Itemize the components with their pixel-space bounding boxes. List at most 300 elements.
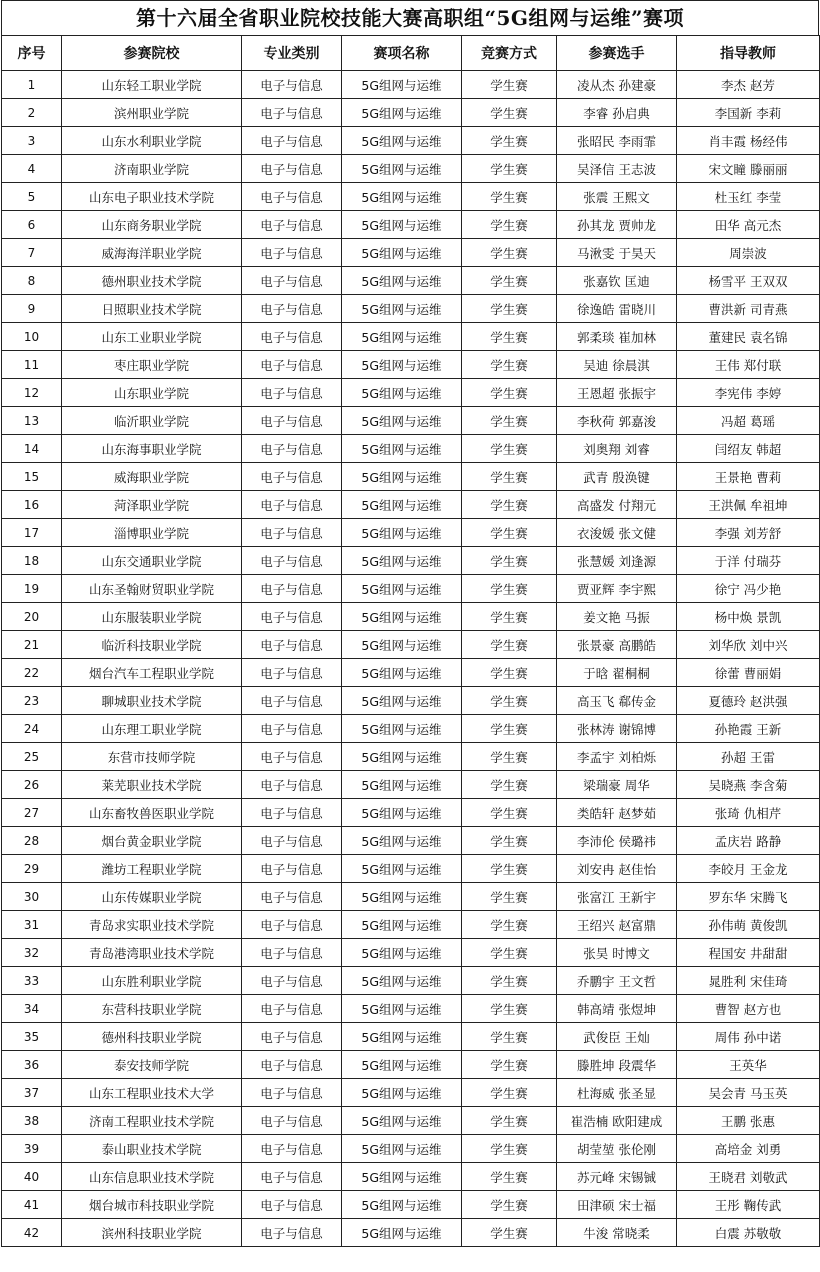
cell-event: 5G组网与运维 xyxy=(342,743,462,771)
table-row xyxy=(2,1107,820,1135)
cell-event: 5G组网与运维 xyxy=(342,799,462,827)
cell-instructors: 冯超 葛瑶 xyxy=(677,407,820,435)
table-row xyxy=(2,435,820,463)
cell-school: 山东传媒职业学院 xyxy=(62,883,242,911)
cell-major: 电子与信息 xyxy=(242,1023,342,1051)
table-row xyxy=(2,183,820,211)
cell-school: 烟台汽车工程职业学院 xyxy=(62,659,242,687)
cell-event: 5G组网与运维 xyxy=(342,435,462,463)
cell-instructors: 孟庆岩 路静 xyxy=(677,827,820,855)
participants-table xyxy=(1,35,820,1247)
cell-mode: 学生赛 xyxy=(462,1163,557,1191)
cell-instructors: 田华 高元杰 xyxy=(677,211,820,239)
cell-instructors: 王伟 郑付联 xyxy=(677,351,820,379)
cell-mode: 学生赛 xyxy=(462,659,557,687)
cell-seq: 30 xyxy=(2,883,62,911)
cell-major: 电子与信息 xyxy=(242,715,342,743)
cell-major: 电子与信息 xyxy=(242,267,342,295)
cell-contestants: 孙其龙 贾帅龙 xyxy=(557,211,677,239)
cell-seq: 3 xyxy=(2,127,62,155)
cell-instructors: 徐宁 冯少艳 xyxy=(677,575,820,603)
cell-contestants: 李睿 孙启典 xyxy=(557,99,677,127)
cell-major: 电子与信息 xyxy=(242,799,342,827)
cell-instructors: 吴会青 马玉英 xyxy=(677,1079,820,1107)
cell-school: 山东电子职业技术学院 xyxy=(62,183,242,211)
table-row xyxy=(2,911,820,939)
cell-mode: 学生赛 xyxy=(462,715,557,743)
cell-mode: 学生赛 xyxy=(462,463,557,491)
cell-school: 泰山职业技术学院 xyxy=(62,1135,242,1163)
cell-instructors: 曹洪新 司青燕 xyxy=(677,295,820,323)
cell-instructors: 李宪伟 李婷 xyxy=(677,379,820,407)
table-row xyxy=(2,1023,820,1051)
cell-school: 临沂职业学院 xyxy=(62,407,242,435)
results-sheet xyxy=(1,0,819,1247)
cell-major: 电子与信息 xyxy=(242,631,342,659)
cell-major: 电子与信息 xyxy=(242,127,342,155)
cell-contestants: 武青 殷涣键 xyxy=(557,463,677,491)
cell-major: 电子与信息 xyxy=(242,771,342,799)
cell-school: 菏泽职业学院 xyxy=(62,491,242,519)
cell-major: 电子与信息 xyxy=(242,491,342,519)
cell-school: 山东水利职业学院 xyxy=(62,127,242,155)
cell-seq: 42 xyxy=(2,1219,62,1247)
cell-event: 5G组网与运维 xyxy=(342,323,462,351)
cell-event: 5G组网与运维 xyxy=(342,827,462,855)
table-row xyxy=(2,1163,820,1191)
cell-instructors: 杨中焕 景凯 xyxy=(677,603,820,631)
cell-school: 青岛港湾职业技术学院 xyxy=(62,939,242,967)
cell-major: 电子与信息 xyxy=(242,1163,342,1191)
cell-contestants: 李沛伦 侯璐祎 xyxy=(557,827,677,855)
table-header xyxy=(2,36,820,71)
cell-mode: 学生赛 xyxy=(462,491,557,519)
cell-major: 电子与信息 xyxy=(242,155,342,183)
cell-school: 淄博职业学院 xyxy=(62,519,242,547)
table-row xyxy=(2,771,820,799)
cell-seq: 1 xyxy=(2,71,62,99)
table-row xyxy=(2,603,820,631)
cell-school: 山东职业学院 xyxy=(62,379,242,407)
table-row xyxy=(2,1079,820,1107)
cell-mode: 学生赛 xyxy=(462,267,557,295)
cell-major: 电子与信息 xyxy=(242,1051,342,1079)
cell-seq: 27 xyxy=(2,799,62,827)
cell-seq: 11 xyxy=(2,351,62,379)
table-row xyxy=(2,687,820,715)
cell-school: 青岛求实职业技术学院 xyxy=(62,911,242,939)
cell-instructors: 杨雪平 王双双 xyxy=(677,267,820,295)
cell-seq: 32 xyxy=(2,939,62,967)
cell-school: 枣庄职业学院 xyxy=(62,351,242,379)
cell-seq: 41 xyxy=(2,1191,62,1219)
cell-seq: 24 xyxy=(2,715,62,743)
table-row xyxy=(2,127,820,155)
cell-mode: 学生赛 xyxy=(462,883,557,911)
cell-seq: 16 xyxy=(2,491,62,519)
cell-contestants: 苏元峰 宋锡铖 xyxy=(557,1163,677,1191)
cell-event: 5G组网与运维 xyxy=(342,351,462,379)
cell-event: 5G组网与运维 xyxy=(342,295,462,323)
cell-mode: 学生赛 xyxy=(462,295,557,323)
cell-instructors: 周伟 孙中诺 xyxy=(677,1023,820,1051)
cell-mode: 学生赛 xyxy=(462,239,557,267)
cell-instructors: 闫绍友 韩超 xyxy=(677,435,820,463)
cell-contestants: 张富江 王新宇 xyxy=(557,883,677,911)
cell-contestants: 于晗 翟桐桐 xyxy=(557,659,677,687)
table-row xyxy=(2,1051,820,1079)
cell-instructors: 孙超 王雷 xyxy=(677,743,820,771)
cell-mode: 学生赛 xyxy=(462,71,557,99)
cell-instructors: 晁胜利 宋佳琦 xyxy=(677,967,820,995)
cell-school: 聊城职业技术学院 xyxy=(62,687,242,715)
cell-contestants: 胡莹堃 张伦刚 xyxy=(557,1135,677,1163)
cell-seq: 10 xyxy=(2,323,62,351)
cell-instructors: 李国新 李莉 xyxy=(677,99,820,127)
table-row xyxy=(2,1135,820,1163)
cell-school: 山东交通职业学院 xyxy=(62,547,242,575)
table-row xyxy=(2,407,820,435)
cell-major: 电子与信息 xyxy=(242,435,342,463)
table-row xyxy=(2,659,820,687)
cell-contestants: 高玉飞 郗传金 xyxy=(557,687,677,715)
cell-seq: 17 xyxy=(2,519,62,547)
cell-instructors: 夏德玲 赵洪强 xyxy=(677,687,820,715)
cell-school: 潍坊工程职业学院 xyxy=(62,855,242,883)
cell-seq: 36 xyxy=(2,1051,62,1079)
cell-major: 电子与信息 xyxy=(242,183,342,211)
cell-instructors: 罗东华 宋腾飞 xyxy=(677,883,820,911)
cell-event: 5G组网与运维 xyxy=(342,575,462,603)
cell-major: 电子与信息 xyxy=(242,99,342,127)
table-row xyxy=(2,575,820,603)
cell-seq: 19 xyxy=(2,575,62,603)
cell-mode: 学生赛 xyxy=(462,967,557,995)
cell-seq: 34 xyxy=(2,995,62,1023)
cell-instructors: 刘华欣 刘中兴 xyxy=(677,631,820,659)
cell-school: 山东海事职业学院 xyxy=(62,435,242,463)
cell-event: 5G组网与运维 xyxy=(342,715,462,743)
header-seq: 序号 xyxy=(2,36,62,71)
cell-event: 5G组网与运维 xyxy=(342,379,462,407)
cell-major: 电子与信息 xyxy=(242,659,342,687)
table-row xyxy=(2,351,820,379)
cell-mode: 学生赛 xyxy=(462,1191,557,1219)
cell-seq: 35 xyxy=(2,1023,62,1051)
table-row xyxy=(2,519,820,547)
cell-contestants: 王恩超 张振宇 xyxy=(557,379,677,407)
cell-event: 5G组网与运维 xyxy=(342,407,462,435)
cell-seq: 8 xyxy=(2,267,62,295)
cell-seq: 26 xyxy=(2,771,62,799)
cell-major: 电子与信息 xyxy=(242,1079,342,1107)
cell-event: 5G组网与运维 xyxy=(342,967,462,995)
cell-major: 电子与信息 xyxy=(242,995,342,1023)
table-row xyxy=(2,491,820,519)
cell-contestants: 杜海威 张圣显 xyxy=(557,1079,677,1107)
cell-mode: 学生赛 xyxy=(462,603,557,631)
table-row xyxy=(2,99,820,127)
cell-seq: 5 xyxy=(2,183,62,211)
cell-school: 山东畜牧兽医职业学院 xyxy=(62,799,242,827)
cell-event: 5G组网与运维 xyxy=(342,491,462,519)
cell-mode: 学生赛 xyxy=(462,435,557,463)
cell-contestants: 王绍兴 赵富鼎 xyxy=(557,911,677,939)
cell-contestants: 滕胜坤 段震华 xyxy=(557,1051,677,1079)
cell-instructors: 杜玉红 李莹 xyxy=(677,183,820,211)
cell-contestants: 乔鹏宇 王文哲 xyxy=(557,967,677,995)
cell-event: 5G组网与运维 xyxy=(342,911,462,939)
cell-mode: 学生赛 xyxy=(462,1219,557,1247)
cell-contestants: 李孟宇 刘柏烁 xyxy=(557,743,677,771)
cell-major: 电子与信息 xyxy=(242,1107,342,1135)
cell-mode: 学生赛 xyxy=(462,379,557,407)
cell-major: 电子与信息 xyxy=(242,967,342,995)
header-contestants: 参赛选手 xyxy=(557,36,677,71)
cell-event: 5G组网与运维 xyxy=(342,183,462,211)
cell-event: 5G组网与运维 xyxy=(342,71,462,99)
table-row xyxy=(2,995,820,1023)
cell-seq: 12 xyxy=(2,379,62,407)
table-row xyxy=(2,547,820,575)
cell-instructors: 王彤 鞠传武 xyxy=(677,1191,820,1219)
cell-event: 5G组网与运维 xyxy=(342,267,462,295)
cell-event: 5G组网与运维 xyxy=(342,939,462,967)
cell-contestants: 张震 王熙文 xyxy=(557,183,677,211)
table-row xyxy=(2,631,820,659)
cell-seq: 15 xyxy=(2,463,62,491)
cell-school: 山东胜利职业学院 xyxy=(62,967,242,995)
cell-seq: 33 xyxy=(2,967,62,995)
cell-major: 电子与信息 xyxy=(242,575,342,603)
table-row xyxy=(2,155,820,183)
cell-school: 东营市技师学院 xyxy=(62,743,242,771)
cell-instructors: 董建民 袁名锦 xyxy=(677,323,820,351)
cell-major: 电子与信息 xyxy=(242,463,342,491)
cell-major: 电子与信息 xyxy=(242,1219,342,1247)
cell-mode: 学生赛 xyxy=(462,911,557,939)
table-row xyxy=(2,855,820,883)
cell-seq: 18 xyxy=(2,547,62,575)
cell-contestants: 张景豪 高鹏皓 xyxy=(557,631,677,659)
cell-mode: 学生赛 xyxy=(462,995,557,1023)
cell-contestants: 崔浩楠 欧阳建成 xyxy=(557,1107,677,1135)
table-row xyxy=(2,715,820,743)
cell-seq: 4 xyxy=(2,155,62,183)
cell-instructors: 李皎月 王金龙 xyxy=(677,855,820,883)
cell-school: 德州职业技术学院 xyxy=(62,267,242,295)
table-row xyxy=(2,743,820,771)
cell-event: 5G组网与运维 xyxy=(342,631,462,659)
cell-seq: 40 xyxy=(2,1163,62,1191)
cell-major: 电子与信息 xyxy=(242,911,342,939)
cell-seq: 39 xyxy=(2,1135,62,1163)
cell-seq: 38 xyxy=(2,1107,62,1135)
cell-major: 电子与信息 xyxy=(242,239,342,267)
cell-event: 5G组网与运维 xyxy=(342,771,462,799)
cell-school: 山东信息职业技术学院 xyxy=(62,1163,242,1191)
cell-mode: 学生赛 xyxy=(462,407,557,435)
cell-seq: 28 xyxy=(2,827,62,855)
cell-seq: 13 xyxy=(2,407,62,435)
cell-instructors: 于洋 付瑞芬 xyxy=(677,547,820,575)
cell-instructors: 王鹏 张惠 xyxy=(677,1107,820,1135)
table-row xyxy=(2,1191,820,1219)
cell-seq: 21 xyxy=(2,631,62,659)
cell-instructors: 吴晓燕 李含菊 xyxy=(677,771,820,799)
table-row xyxy=(2,323,820,351)
cell-school: 滨州科技职业学院 xyxy=(62,1219,242,1247)
cell-school: 日照职业技术学院 xyxy=(62,295,242,323)
cell-seq: 6 xyxy=(2,211,62,239)
cell-mode: 学生赛 xyxy=(462,1135,557,1163)
header-school: 参赛院校 xyxy=(62,36,242,71)
table-row xyxy=(2,883,820,911)
cell-event: 5G组网与运维 xyxy=(342,883,462,911)
cell-mode: 学生赛 xyxy=(462,351,557,379)
cell-school: 山东商务职业学院 xyxy=(62,211,242,239)
cell-contestants: 韩高靖 张煜坤 xyxy=(557,995,677,1023)
cell-seq: 2 xyxy=(2,99,62,127)
cell-major: 电子与信息 xyxy=(242,211,342,239)
cell-event: 5G组网与运维 xyxy=(342,547,462,575)
table-row xyxy=(2,239,820,267)
cell-contestants: 吴泽信 王志波 xyxy=(557,155,677,183)
cell-event: 5G组网与运维 xyxy=(342,99,462,127)
cell-school: 德州科技职业学院 xyxy=(62,1023,242,1051)
cell-contestants: 衣浚媛 张文健 xyxy=(557,519,677,547)
header-row xyxy=(2,36,820,71)
cell-seq: 37 xyxy=(2,1079,62,1107)
table-row xyxy=(2,1219,820,1247)
cell-contestants: 李秋荷 郭嘉浚 xyxy=(557,407,677,435)
cell-contestants: 梁瑞豪 周华 xyxy=(557,771,677,799)
cell-instructors: 王晓君 刘敬武 xyxy=(677,1163,820,1191)
cell-seq: 7 xyxy=(2,239,62,267)
cell-major: 电子与信息 xyxy=(242,827,342,855)
cell-school: 山东工程职业技术大学 xyxy=(62,1079,242,1107)
cell-school: 济南工程职业技术学院 xyxy=(62,1107,242,1135)
cell-major: 电子与信息 xyxy=(242,407,342,435)
cell-school: 威海职业学院 xyxy=(62,463,242,491)
cell-event: 5G组网与运维 xyxy=(342,155,462,183)
cell-school: 威海海洋职业学院 xyxy=(62,239,242,267)
cell-instructors: 徐蕾 曹丽娟 xyxy=(677,659,820,687)
cell-mode: 学生赛 xyxy=(462,547,557,575)
cell-contestants: 张慧媛 刘逢源 xyxy=(557,547,677,575)
cell-seq: 29 xyxy=(2,855,62,883)
cell-contestants: 田津硕 宋士福 xyxy=(557,1191,677,1219)
cell-major: 电子与信息 xyxy=(242,547,342,575)
cell-seq: 9 xyxy=(2,295,62,323)
table-body xyxy=(2,71,820,1247)
cell-event: 5G组网与运维 xyxy=(342,127,462,155)
cell-major: 电子与信息 xyxy=(242,351,342,379)
header-mode: 竞赛方式 xyxy=(462,36,557,71)
cell-mode: 学生赛 xyxy=(462,575,557,603)
cell-instructors: 周崇波 xyxy=(677,239,820,267)
table-row xyxy=(2,267,820,295)
table-row xyxy=(2,379,820,407)
cell-mode: 学生赛 xyxy=(462,99,557,127)
cell-seq: 22 xyxy=(2,659,62,687)
cell-event: 5G组网与运维 xyxy=(342,855,462,883)
cell-mode: 学生赛 xyxy=(462,631,557,659)
cell-school: 烟台城市科技职业学院 xyxy=(62,1191,242,1219)
table-row xyxy=(2,799,820,827)
cell-contestants: 类皓轩 赵梦茹 xyxy=(557,799,677,827)
cell-major: 电子与信息 xyxy=(242,379,342,407)
cell-school: 泰安技师学院 xyxy=(62,1051,242,1079)
cell-mode: 学生赛 xyxy=(462,519,557,547)
cell-contestants: 马湫雯 于昊天 xyxy=(557,239,677,267)
cell-major: 电子与信息 xyxy=(242,71,342,99)
cell-instructors: 王英华 xyxy=(677,1051,820,1079)
header-instructors: 指导教师 xyxy=(677,36,820,71)
cell-major: 电子与信息 xyxy=(242,1191,342,1219)
cell-contestants: 刘安冉 赵佳怡 xyxy=(557,855,677,883)
cell-school: 滨州职业学院 xyxy=(62,99,242,127)
cell-contestants: 张林涛 谢锦博 xyxy=(557,715,677,743)
cell-event: 5G组网与运维 xyxy=(342,995,462,1023)
cell-major: 电子与信息 xyxy=(242,883,342,911)
cell-major: 电子与信息 xyxy=(242,687,342,715)
cell-mode: 学生赛 xyxy=(462,855,557,883)
cell-school: 山东理工职业学院 xyxy=(62,715,242,743)
cell-major: 电子与信息 xyxy=(242,855,342,883)
cell-mode: 学生赛 xyxy=(462,1107,557,1135)
cell-instructors: 李杰 赵芳 xyxy=(677,71,820,99)
cell-event: 5G组网与运维 xyxy=(342,1135,462,1163)
cell-instructors: 白震 苏敬敬 xyxy=(677,1219,820,1247)
cell-contestants: 高盛发 付翔元 xyxy=(557,491,677,519)
cell-school: 莱芜职业技术学院 xyxy=(62,771,242,799)
cell-school: 山东圣翰财贸职业学院 xyxy=(62,575,242,603)
cell-seq: 31 xyxy=(2,911,62,939)
cell-major: 电子与信息 xyxy=(242,743,342,771)
cell-contestants: 吴迪 徐晨淇 xyxy=(557,351,677,379)
cell-event: 5G组网与运维 xyxy=(342,239,462,267)
cell-major: 电子与信息 xyxy=(242,295,342,323)
cell-event: 5G组网与运维 xyxy=(342,659,462,687)
cell-mode: 学生赛 xyxy=(462,155,557,183)
cell-instructors: 李强 刘芳舒 xyxy=(677,519,820,547)
cell-mode: 学生赛 xyxy=(462,1023,557,1051)
cell-event: 5G组网与运维 xyxy=(342,1191,462,1219)
cell-event: 5G组网与运维 xyxy=(342,211,462,239)
cell-seq: 20 xyxy=(2,603,62,631)
cell-major: 电子与信息 xyxy=(242,323,342,351)
cell-instructors: 肖丰霞 杨经伟 xyxy=(677,127,820,155)
cell-school: 山东轻工职业学院 xyxy=(62,71,242,99)
cell-instructors: 程国安 井甜甜 xyxy=(677,939,820,967)
table-row xyxy=(2,967,820,995)
cell-event: 5G组网与运维 xyxy=(342,687,462,715)
cell-event: 5G组网与运维 xyxy=(342,1107,462,1135)
cell-major: 电子与信息 xyxy=(242,603,342,631)
cell-major: 电子与信息 xyxy=(242,939,342,967)
cell-event: 5G组网与运维 xyxy=(342,463,462,491)
cell-mode: 学生赛 xyxy=(462,1079,557,1107)
cell-school: 济南职业学院 xyxy=(62,155,242,183)
cell-instructors: 曹智 赵方也 xyxy=(677,995,820,1023)
table-row xyxy=(2,463,820,491)
cell-contestants: 郭柔琰 崔加林 xyxy=(557,323,677,351)
cell-instructors: 孙艳霞 王新 xyxy=(677,715,820,743)
cell-contestants: 凌从杰 孙建豪 xyxy=(557,71,677,99)
table-row xyxy=(2,295,820,323)
cell-mode: 学生赛 xyxy=(462,211,557,239)
